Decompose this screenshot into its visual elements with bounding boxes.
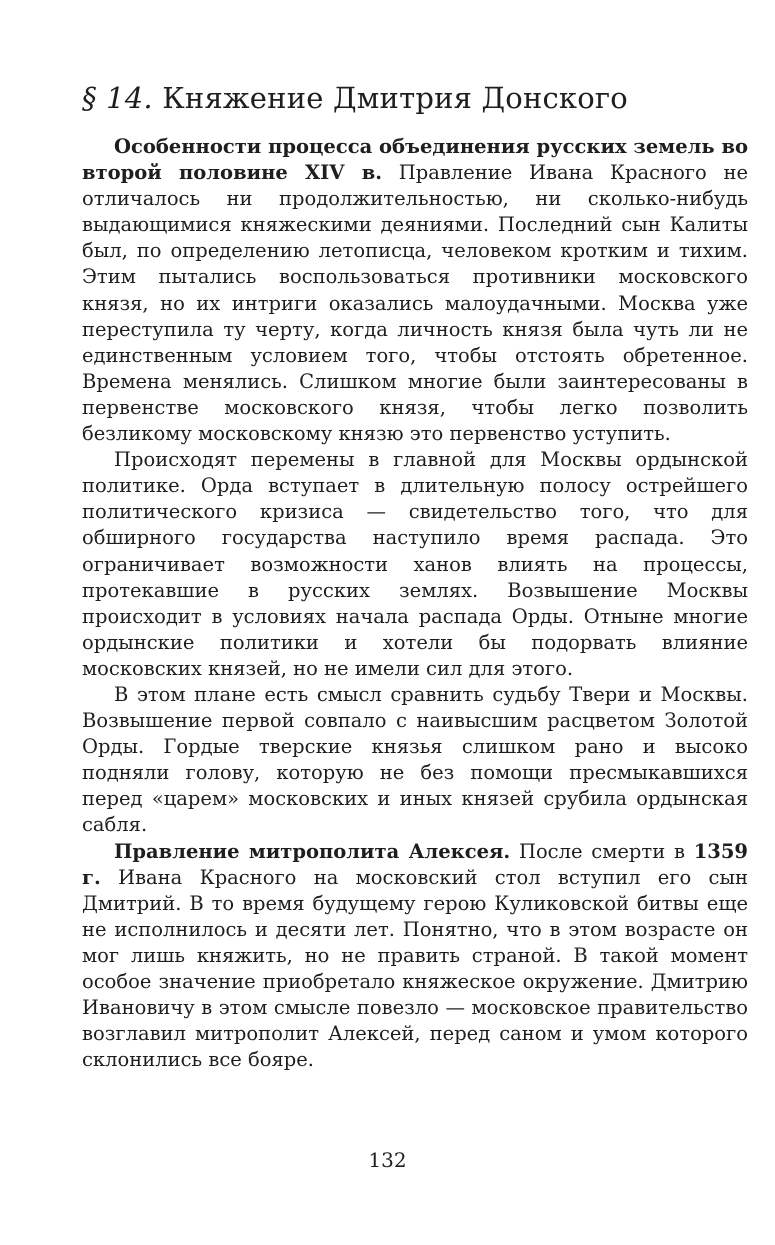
page-content bbox=[82, 80, 748, 1073]
paragraph-4-year: 1359 г. bbox=[82, 839, 748, 889]
paragraph-4 bbox=[82, 839, 748, 1074]
paragraph-3-text: В этом плане есть смысл сравнить судьбу Твери и Москвы. Возвышение первой совпало с наивысшим расцветом Золотой Орды. Гордые тверские князья слишком рано и высоко подняли голову, которую не без помощи пресмыкавшихся перед «царем» московских и иных князей срубила ордынская сабля. bbox=[82, 682, 748, 837]
section-number: § 14. bbox=[82, 81, 153, 115]
paragraph-4-text-a: После смерти в bbox=[518, 839, 685, 863]
paragraph-1 bbox=[82, 134, 748, 447]
section-heading bbox=[82, 80, 748, 116]
paragraph-2 bbox=[82, 447, 748, 682]
paragraph-3 bbox=[82, 682, 748, 839]
paragraph-1-lead: Особенности процесса объединения русских земель во второй половине XIV в. bbox=[82, 135, 748, 185]
paragraph-4-text-b: Ивана Красного на московский стол вступил его сын Дмитрий. В то время будущему герою Куликовской битвы еще не исполнилось и десяти лет. Понятно, что в этом возрасте он мог лишь княжить, но не править страной. В такой момент особое значение приобретало княжеское окружение. Дмитрию Ивановичу в этом смысле повезло — московское правительство возглавил митрополит Алексей, перед саном и умом которого склонились все бояре. bbox=[82, 865, 748, 1072]
page-number: 132 bbox=[368, 1148, 407, 1172]
paragraph-1-text: Правление Ивана Красного не отличалось ни продолжительностью, ни сколько-нибудь выдающимися княжескими деяниями. Последний сын Калиты был, по определению летописца, человеком кротким и тихим. Этим пытались воспользоваться противники московского князя, но их интриги оказались малоудачными. Москва уже переступила ту черту, когда личность князя была чуть ли не единственным условием того, чтобы отстоять обретенное. Времена менялись. Слишком многие были заинтересованы в первенстве московского князя, чтобы легко позволить безликому московскому князю это первенство уступить. bbox=[82, 161, 748, 446]
section-title: Княжение Дмитрия Донского bbox=[162, 81, 628, 115]
paragraph-4-lead: Правление митрополита Алексея. bbox=[114, 839, 511, 863]
paragraph-2-text: Происходят перемены в главной для Москвы ордынской политике. Орда вступает в длительную полосу острейшего политического кризиса — свидетельство того, что для обширного государства наступило время распада. Это ограничивает возможности ханов влиять на процессы, протекавшие в русских землях. Возвышение Москвы происходит в условиях начала распада Орды. Отныне многие ордынские политики и хотели бы подорвать влияние московских князей, но не имели сил для этого. bbox=[82, 448, 748, 680]
